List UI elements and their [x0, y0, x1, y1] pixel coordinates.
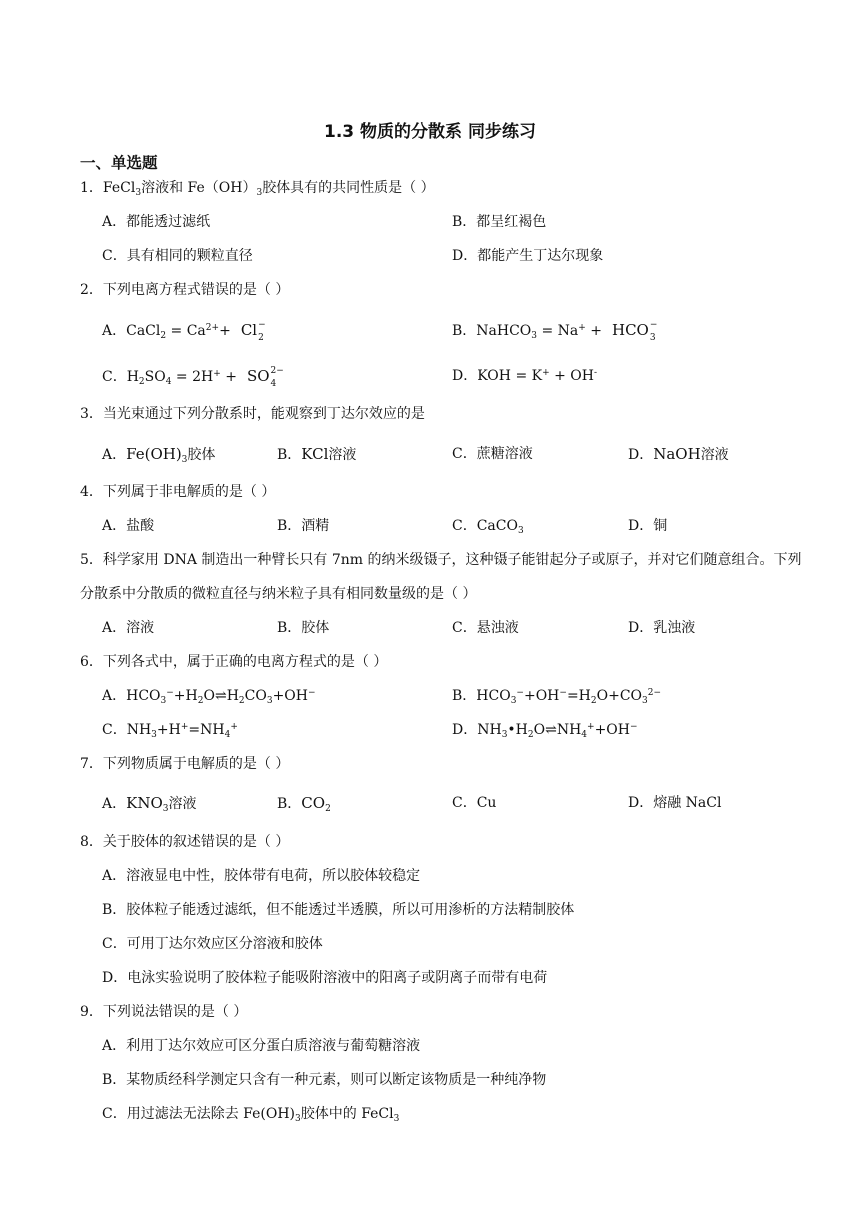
question-7-option-b[interactable]: B．$CO_2$	[277, 794, 331, 814]
page-title: 1.3 物质的分散系 同步练习	[324, 122, 536, 142]
section-heading: 一、单选题	[80, 154, 158, 172]
question-4-option-b[interactable]: B．酒精	[277, 518, 330, 534]
question-4-option-a[interactable]: A．盐酸	[102, 518, 155, 534]
question-6-option-b[interactable]: B．$HCO_3^-+OH^-=H_2O+CO_3^{2-}$	[452, 688, 662, 706]
question-6-option-c[interactable]: C．$NH_3+H^+=NH_4^+$	[102, 722, 238, 740]
question-1-option-d[interactable]: D．都能产生丁达尔现象	[452, 248, 604, 264]
question-6-option-a[interactable]: A．$HCO_3^-+H_2O\rightleftharpoons H_2CO_3+OH^-$	[102, 688, 316, 706]
question-9-option-c[interactable]: C．用过滤法无法除去 $Fe(OH)_3$胶体中的 FeCl$_3$	[102, 1106, 400, 1124]
question-9-option-b[interactable]: B．某物质经科学测定只含有一种元素，则可以断定该物质是一种纯净物	[102, 1072, 547, 1088]
question-6-option-d[interactable]: D．$NH_3•H_2O\rightleftharpoons NH_4^++OH^-$	[452, 722, 638, 740]
question-2-option-a[interactable]: A．CaCl$_2$ = $Ca^{2+}+ Cl$ − 2	[102, 320, 266, 343]
question-5-stem: 5．科学家用 DNA 制造出一种臂长只有 7nm 的纳米级镊子，这种镊子能钳起分子或原子，并对它们随意组合。下列分散系中分散质的微粒直径与纳米粒子具有相同数量级的是（ ）	[80, 552, 802, 602]
question-3-option-c[interactable]: C．蔗糖溶液	[452, 446, 533, 462]
question-8-option-a[interactable]: A．溶液显电中性，胶体带有电荷，所以胶体较稳定	[102, 868, 421, 884]
question-4-option-c[interactable]: C．CaCO$_3$	[452, 518, 524, 536]
question-8-option-b[interactable]: B．胶体粒子能透过滤纸，但不能透过半透膜，所以可用渗析的方法精制胶体	[102, 902, 575, 918]
question-9-stem: 9．下列说法错误的是（ ）	[80, 1004, 248, 1020]
question-8-stem: 8．关于胶体的叙述错误的是（ ）	[80, 834, 290, 850]
question-2-option-b[interactable]: B．NaHCO$_3$ = Na+ + HCO − 3	[452, 320, 658, 343]
question-1-option-c[interactable]: C．具有相同的颗粒直径	[102, 248, 253, 264]
question-2-option-d[interactable]: D．KOH = K+ + OH-	[452, 368, 598, 384]
question-7-option-c[interactable]: C．Cu	[452, 795, 497, 811]
question-3-stem: 3．当光束通过下列分散系时，能观察到丁达尔效应的是	[80, 406, 425, 422]
question-5-option-a[interactable]: A．溶液	[102, 620, 155, 636]
question-5-option-c[interactable]: C．悬浊液	[452, 620, 519, 636]
question-3-option-d[interactable]: D．NaOH溶液	[628, 445, 729, 463]
question-2-option-c[interactable]: C．$H_2SO_4 = 2H^+$ + SO 2− 4	[102, 366, 284, 389]
question-1-stem: 1．FeCl$_3$溶液和 $Fe(OH)_3$胶体具有的共同性质是（ ）	[80, 180, 435, 198]
question-1-option-b[interactable]: B．都呈红褐色	[452, 214, 547, 230]
question-5-option-b[interactable]: B．胶体	[277, 620, 330, 636]
question-3-option-b[interactable]: B．KCl溶液	[277, 445, 357, 463]
question-6-stem: 6．下列各式中，属于正确的电离方程式的是（ ）	[80, 654, 388, 670]
question-3-option-a[interactable]: A．$Fe(OH)_3$胶体	[102, 445, 216, 465]
question-2-stem: 2．下列电离方程式错误的是（ ）	[80, 282, 290, 298]
question-7-stem: 7．下列物质属于电解质的是（ ）	[80, 756, 290, 772]
question-7-option-d[interactable]: D．熔融 NaCl	[628, 795, 722, 811]
question-4-option-d[interactable]: D．铜	[628, 518, 668, 534]
question-8-option-c[interactable]: C．可用丁达尔效应区分溶液和胶体	[102, 936, 323, 952]
question-8-option-d[interactable]: D．电泳实验说明了胶体粒子能吸附溶液中的阳离子或阴离子而带有电荷	[102, 970, 548, 986]
question-5-option-d[interactable]: D．乳浊液	[628, 620, 696, 636]
question-1-option-a[interactable]: A．都能透过滤纸	[102, 214, 211, 230]
question-4-stem: 4．下列属于非电解质的是（ ）	[80, 484, 276, 500]
question-9-option-a[interactable]: A．利用丁达尔效应可区分蛋白质溶液与葡萄糖溶液	[102, 1038, 421, 1054]
question-7-option-a[interactable]: A．$KNO_3$溶液	[102, 794, 197, 814]
